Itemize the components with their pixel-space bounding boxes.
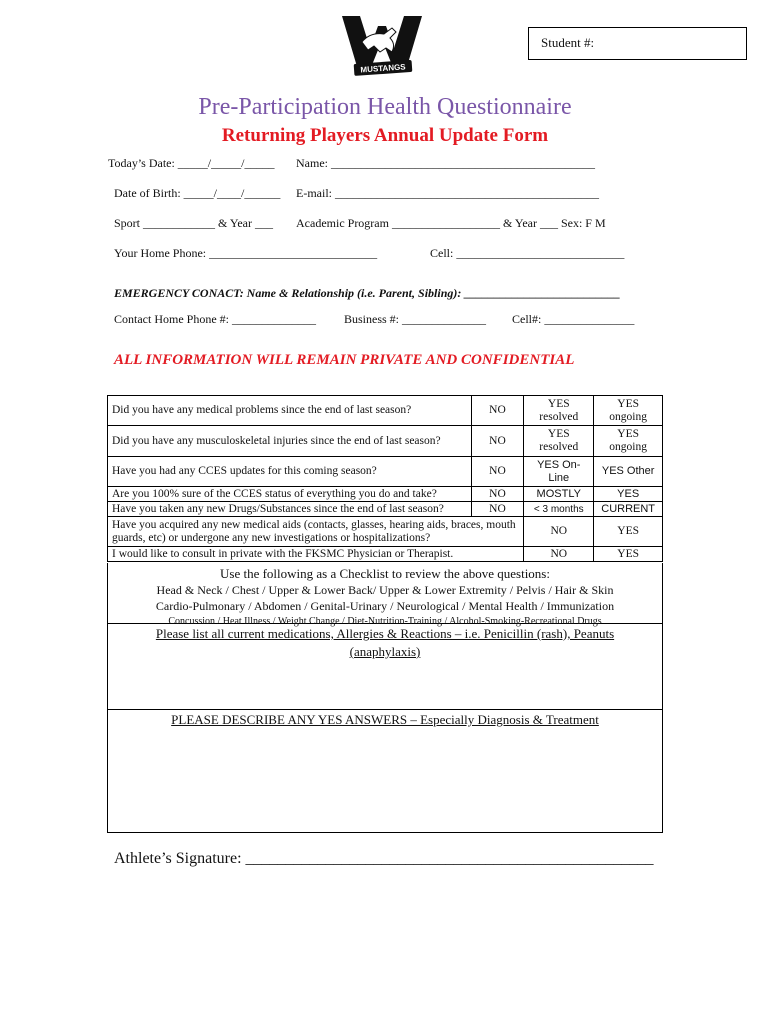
table-row xyxy=(108,426,663,457)
question-text: Have you taken any new Drugs/Substances since the end of last season? xyxy=(108,502,472,517)
page-subtitle: Returning Players Annual Update Form xyxy=(221,125,549,146)
table-row xyxy=(108,502,663,517)
email-field[interactable]: E-mail: ____________________________________________ xyxy=(296,186,599,200)
contact-cell-field[interactable]: Cell#: _______________ xyxy=(512,312,635,326)
answer-no[interactable]: NO xyxy=(471,502,523,517)
home-phone-field[interactable]: Your Home Phone: ____________________________ xyxy=(114,246,378,260)
student-number-label: Student #: xyxy=(541,35,595,50)
table-row xyxy=(108,517,663,547)
table-row xyxy=(108,457,663,487)
todays-date-field[interactable]: Today’s Date: _____/_____/_____ xyxy=(108,156,275,170)
mustangs-logo xyxy=(340,12,424,82)
checklist-box xyxy=(107,563,663,627)
table-row xyxy=(108,487,663,502)
sport-field[interactable]: Sport ____________ & Year ___ xyxy=(114,216,274,230)
emergency-contact-field[interactable]: EMERGENCY CONACT: Name & Relationship (i.e. Parent, Sibling): __________________________ xyxy=(114,286,621,300)
cell-field[interactable]: Cell: ____________________________ xyxy=(430,246,625,260)
answer-yes[interactable]: YES xyxy=(594,547,663,562)
answer-yes-ongoing[interactable]: YES ongoing xyxy=(594,426,663,457)
answer-no[interactable]: NO xyxy=(471,487,523,502)
question-text: Are you 100% sure of the CCES status of everything you do and take? xyxy=(108,487,472,502)
answer-no[interactable]: NO xyxy=(471,396,523,426)
answer-yes-online[interactable]: YES On-Line xyxy=(524,457,594,487)
business-phone-field[interactable]: Business #: ______________ xyxy=(344,312,487,326)
privacy-notice: ALL INFORMATION WILL REMAIN PRIVATE AND CONFIDENTIAL xyxy=(114,352,575,368)
answer-no[interactable]: NO xyxy=(471,457,523,487)
answer-under-3-months[interactable]: < 3 months xyxy=(524,502,594,517)
checklist-title: Use the following as a Checklist to review the above questions: xyxy=(220,566,550,581)
table-row xyxy=(108,547,663,562)
checklist-line: Head & Neck / Chest / Upper & Lower Back/ Upper & Lower Extremity / Pelvis / Hair & Skin xyxy=(156,583,614,597)
medications-box[interactable] xyxy=(107,624,663,710)
answer-current[interactable]: CURRENT xyxy=(594,502,663,517)
answer-no[interactable]: NO xyxy=(524,547,594,562)
answer-yes-ongoing[interactable]: YES ongoing xyxy=(594,396,663,426)
name-field[interactable]: Name: ____________________________________________ xyxy=(296,156,595,170)
answer-yes-resolved[interactable]: YES resolved xyxy=(524,396,594,426)
answer-mostly[interactable]: MOSTLY xyxy=(524,487,594,502)
medications-prompt: Please list all current medications, Allergies & Reactions – i.e. Penicillin (rash), Peanuts xyxy=(155,626,615,641)
answer-no[interactable]: NO xyxy=(524,517,594,547)
page-title: Pre-Participation Health Questionnaire xyxy=(198,94,572,120)
medications-prompt-cont: (anaphylaxis) xyxy=(349,644,421,659)
athlete-signature-field[interactable]: Athlete’s Signature: ___________________________________________________ xyxy=(114,850,654,867)
question-text: Did you have any musculoskeletal injuries since the end of last season? xyxy=(108,426,472,457)
checklist-line: Concussion / Heat Illness / Weight Change / Diet-Nutrition-Training / Alcohol-Smoking-Recreational Drugs xyxy=(168,616,602,627)
dob-field[interactable]: Date of Birth: _____/____/______ xyxy=(114,186,281,200)
question-text: Have you acquired any new medical aids (contacts, glasses, hearing aids, braces, mouth guards, etc) or undergone any new investigations or hospitalizations? xyxy=(108,517,524,547)
contact-home-phone-field[interactable]: Contact Home Phone #: ______________ xyxy=(114,312,316,326)
question-text: Have you had any CCES updates for this coming season? xyxy=(108,457,472,487)
answer-yes[interactable]: YES xyxy=(594,517,663,547)
academic-program-field[interactable]: Academic Program __________________ & Year ___ Sex: F M xyxy=(296,216,606,230)
question-text: I would like to consult in private with the FKSMC Physician or Therapist. xyxy=(108,547,524,562)
table-row xyxy=(108,396,663,426)
answer-no[interactable]: NO xyxy=(471,426,523,457)
checklist-line: Cardio-Pulmonary / Abdomen / Genital-Urinary / Neurological / Mental Health / Immunization xyxy=(155,599,615,613)
describe-yes-prompt: PLEASE DESCRIBE ANY YES ANSWERS – Especially Diagnosis & Treatment xyxy=(171,712,599,727)
answer-yes[interactable]: YES xyxy=(594,487,663,502)
question-text: Did you have any medical problems since the end of last season? xyxy=(108,396,472,426)
student-number-box[interactable] xyxy=(528,27,747,60)
logo-text: MUSTANGS xyxy=(360,62,406,75)
describe-yes-box[interactable] xyxy=(107,709,663,833)
questions-table xyxy=(107,395,663,562)
answer-yes-resolved[interactable]: YES resolved xyxy=(524,426,594,457)
answer-yes-other[interactable]: YES Other xyxy=(594,457,663,487)
